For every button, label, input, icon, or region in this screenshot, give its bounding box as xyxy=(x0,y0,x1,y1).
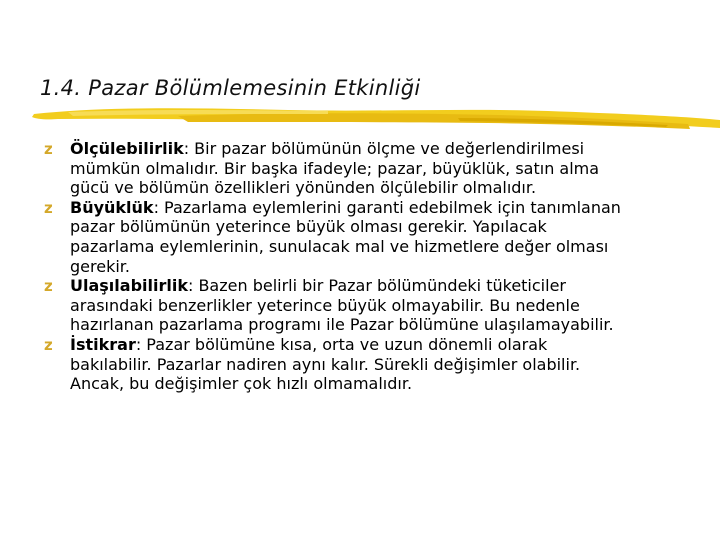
bullet-term: Ölçülebilirlik xyxy=(70,139,184,158)
bullet-line: gerekir. xyxy=(70,256,130,276)
bullet-item-olculebilirlik xyxy=(44,139,684,198)
z-bullet-icon: z xyxy=(44,140,53,158)
bullet-text: : Pazar bölümüne kısa, orta ve uzun dönemli olarak xyxy=(135,334,548,354)
bullet-text: : Bir pazar bölümünün ölçme ve değerlendirilmesi xyxy=(183,139,585,158)
bullet-text: : Pazarlama eylemlerini garanti edebilmek için tanımlanan xyxy=(153,197,621,217)
bullet-term: İstikrar xyxy=(70,334,136,354)
bullet-first-line xyxy=(70,276,684,296)
bullet-line: bakılabilir. Pazarlar nadiren aynı kalır. Sürekli değişimler olabilir. xyxy=(70,354,581,374)
bullet-first-line xyxy=(70,335,684,355)
bullet-line: arasındaki benzerlikler yeterince büyük olmayabilir. Bu nedenle xyxy=(70,295,580,315)
bullet-text: : Bazen belirli bir Pazar bölümündeki tüketiciler xyxy=(187,276,566,296)
bullet-item-istikrar xyxy=(44,335,684,394)
z-bullet-icon: z xyxy=(44,198,53,217)
bullet-item-buyukluk xyxy=(44,198,684,276)
bullet-list xyxy=(44,139,684,394)
bullet-item-ulasilabilirlik xyxy=(44,276,684,335)
bullet-line: gücü ve bölümün özellikleri yönünden ölçülebilir olmalıdır. xyxy=(70,178,537,198)
bullet-line: mümkün olmalıdır. Bir başka ifadeyle; pazar, büyüklük, satın alma xyxy=(70,158,600,178)
bullet-term: Ulaşılabilirlik xyxy=(70,276,188,296)
z-bullet-icon: z xyxy=(44,277,53,296)
bullet-term: Büyüklük xyxy=(70,197,154,217)
bullet-line: Ancak, bu değişimler çok hızlı olmamalıdır. xyxy=(70,374,413,394)
bullet-line: pazarlama eylemlerinin, sunulacak mal ve hizmetlere değer olması xyxy=(70,236,609,256)
bullet-first-line xyxy=(70,139,684,159)
slide-title: 1.4. Pazar Bölümlemesinin Etkinliği xyxy=(40,76,421,100)
bullet-line: hazırlanan pazarlama programı ile Pazar bölümüne ulaşılamayabilir. xyxy=(70,315,614,335)
bullet-first-line xyxy=(70,198,684,218)
bullet-line: pazar bölümünün yeterince büyük olması gerekir. Yapılacak xyxy=(70,217,547,237)
title-underline-brush-stroke xyxy=(28,98,720,138)
z-bullet-icon: z xyxy=(44,335,53,354)
